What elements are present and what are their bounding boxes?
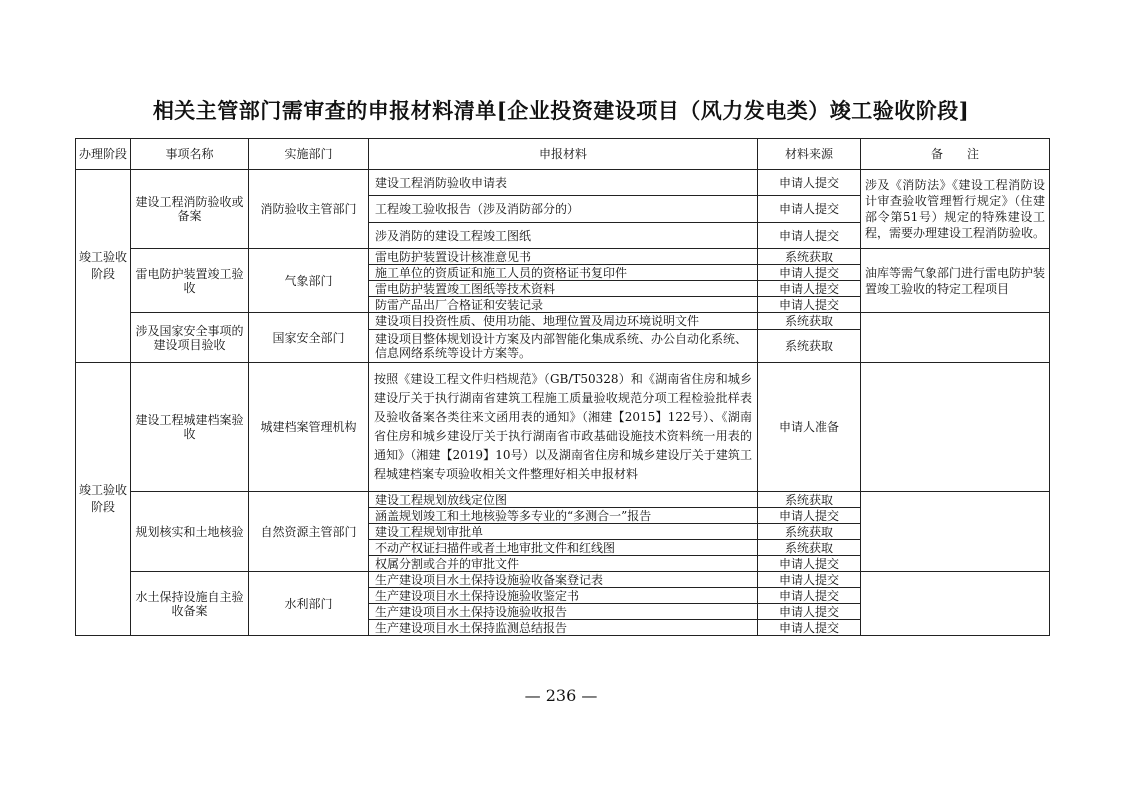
table-header-row: [76, 139, 1050, 170]
table-row: [76, 249, 1050, 265]
remark-cell: [861, 313, 1050, 363]
source-cell: 系统获取: [758, 313, 861, 330]
page-number: — 236 —: [524, 686, 598, 705]
department-cell: 国家安全部门: [249, 313, 369, 363]
source-cell: 申请人提交: [758, 265, 861, 281]
material-cell: 建设工程消防验收申请表: [369, 170, 758, 196]
source-cell: 申请人提交: [758, 572, 861, 588]
remark-cell: 涉及《消防法》《建设工程消防设计审查验收管理暂行规定》（住建部令第51号）规定的特殊建设工程，需要办理建设工程消防验收。: [861, 170, 1050, 249]
material-cell: 涵盖规划竣工和土地核验等多专业的“多测合一”报告: [369, 508, 758, 524]
remark-cell: 油库等需气象部门进行雷电防护装置竣工验收的特定工程项目: [861, 249, 1050, 313]
material-cell: 雷电防护装置设计核准意见书: [369, 249, 758, 265]
table-row: [76, 492, 1050, 508]
department-cell: 城建档案管理机构: [249, 363, 369, 492]
table-row: [76, 363, 1050, 492]
header-department: 实施部门: [249, 139, 369, 170]
material-cell: 建设项目整体规划设计方案及内部智能化集成系统、办公自动化系统、信息网络系统等设计方案等。: [369, 330, 758, 363]
department-cell: 气象部门: [249, 249, 369, 313]
materials-table: [75, 138, 1050, 636]
material-cell: 工程竣工验收报告（涉及消防部分的）: [369, 196, 758, 223]
material-cell: 防雷产品出厂合格证和安装记录: [369, 297, 758, 313]
header-materials: 申报材料: [369, 139, 758, 170]
item-name-cell: 涉及国家安全事项的建设项目验收: [131, 313, 249, 363]
source-cell: 申请人提交: [758, 223, 861, 249]
source-cell: 申请人提交: [758, 620, 861, 636]
source-cell: 申请人提交: [758, 170, 861, 196]
source-cell: 系统获取: [758, 524, 861, 540]
source-cell: 申请人提交: [758, 588, 861, 604]
item-name-cell: 建设工程消防验收或备案: [131, 170, 249, 249]
header-source: 材料来源: [758, 139, 861, 170]
material-cell: 雷电防护装置竣工图纸等技术资料: [369, 281, 758, 297]
table-row: [76, 313, 1050, 330]
material-cell: 生产建设项目水土保持设施验收鉴定书: [369, 588, 758, 604]
material-cell: 建设工程规划放线定位图: [369, 492, 758, 508]
source-cell: 申请人提交: [758, 556, 861, 572]
header-stage: 办理阶段: [76, 139, 131, 170]
source-cell: 系统获取: [758, 492, 861, 508]
source-cell: 系统获取: [758, 330, 861, 363]
table-row: [76, 572, 1050, 588]
item-name-cell: 水土保持设施自主验收备案: [131, 572, 249, 636]
department-cell: 水利部门: [249, 572, 369, 636]
header-item: 事项名称: [131, 139, 249, 170]
source-cell: 申请人提交: [758, 508, 861, 524]
material-cell: 涉及消防的建设工程竣工图纸: [369, 223, 758, 249]
material-cell: 建设工程规划审批单: [369, 524, 758, 540]
stage-cell: 竣工验收阶段: [76, 363, 131, 636]
item-name-cell: 规划核实和土地核验: [131, 492, 249, 572]
material-cell: 按照《建设工程文件归档规范》（GB/T50328）和《湖南省住房和城乡建设厅关于执行湖南省建筑工程施工质量验收规范分项工程检验批样表及验收备案各类往来文函用表的通知》（湘建【2015】122号）、《湖南省住房和城乡建设厅关于执行湖南省市政基础设施技术资料统一用表的通知》（湘建【2019】10号）以及湖南省住房和城乡建设厅关于建筑工程城建档案专项验收相关文件整理好相关申报材料: [369, 363, 758, 492]
page-title: 相关主管部门需审查的申报材料清单[企业投资建设项目（风力发电类）竣工验收阶段]: [152, 98, 970, 123]
material-cell: 施工单位的资质证和施工人员的资格证书复印件: [369, 265, 758, 281]
source-cell: 系统获取: [758, 540, 861, 556]
material-cell: 生产建设项目水土保持监测总结报告: [369, 620, 758, 636]
department-cell: 自然资源主管部门: [249, 492, 369, 572]
remark-cell: [861, 572, 1050, 636]
source-cell: 申请人提交: [758, 281, 861, 297]
department-cell: 消防验收主管部门: [249, 170, 369, 249]
material-cell: 生产建设项目水土保持设施验收报告: [369, 604, 758, 620]
header-remarks: 备 注: [861, 139, 1050, 170]
remark-cell: [861, 492, 1050, 572]
item-name-cell: 建设工程城建档案验收: [131, 363, 249, 492]
remark-cell: [861, 363, 1050, 492]
source-cell: 系统获取: [758, 249, 861, 265]
material-cell: 权属分割或合并的审批文件: [369, 556, 758, 572]
stage-cell: 竣工验收阶段: [76, 170, 131, 363]
source-cell: 申请人提交: [758, 297, 861, 313]
material-cell: 生产建设项目水土保持设施验收备案登记表: [369, 572, 758, 588]
table-row: [76, 170, 1050, 196]
item-name-cell: 雷电防护装置竣工验收: [131, 249, 249, 313]
source-cell: 申请人提交: [758, 604, 861, 620]
source-cell: 申请人准备: [758, 363, 861, 492]
material-cell: 建设项目投资性质、使用功能、地理位置及周边环境说明文件: [369, 313, 758, 330]
source-cell: 申请人提交: [758, 196, 861, 223]
material-cell: 不动产权证扫描件或者土地审批文件和红线图: [369, 540, 758, 556]
